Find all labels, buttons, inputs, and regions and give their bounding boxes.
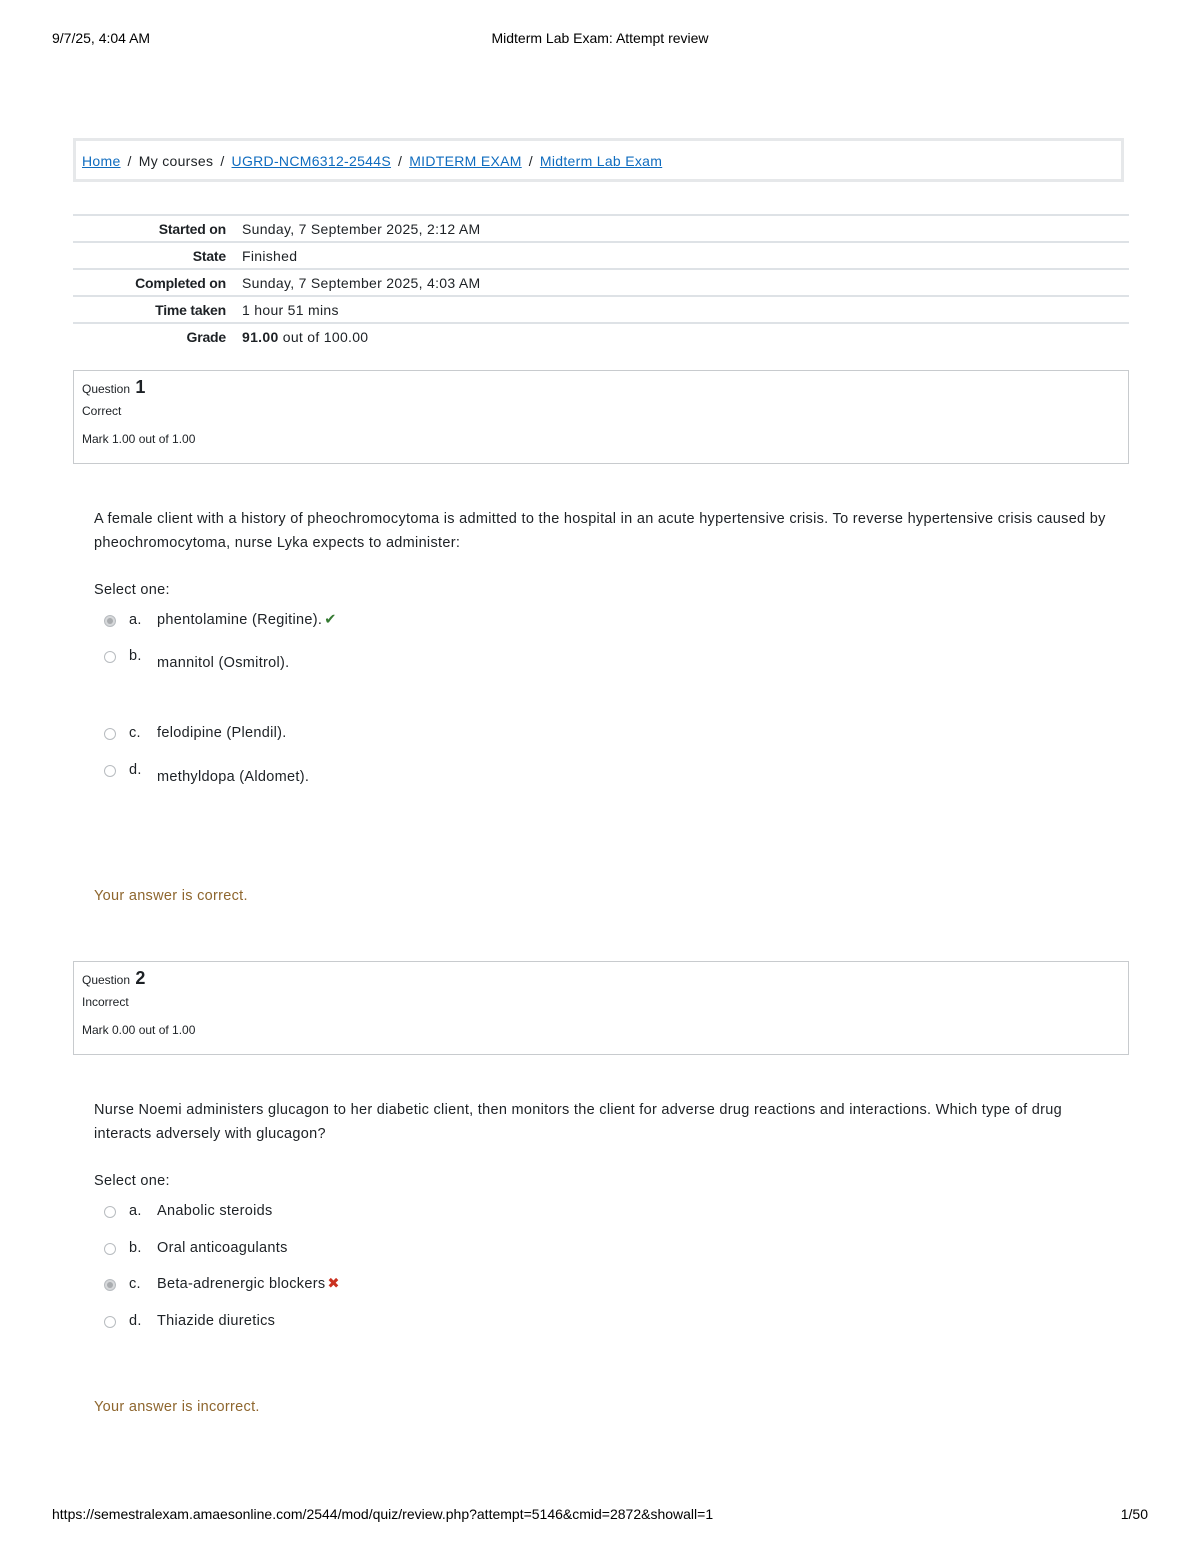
summary-row-completed: [73, 269, 1129, 296]
option-text: phentolamine (Regitine). ✔: [157, 612, 337, 628]
question-mark: Mark 1.00 out of 1.00: [82, 432, 196, 446]
grade-total: out of 100.00: [282, 329, 369, 345]
breadcrumb-section-link[interactable]: MIDTERM EXAM: [409, 153, 522, 169]
option-text: Beta-adrenergic blockers ✖: [157, 1276, 340, 1292]
option-letter: d.: [129, 1313, 142, 1329]
option-text: mannitol (Osmitrol).: [157, 655, 290, 671]
option-text: felodipine (Plendil).: [157, 725, 287, 741]
breadcrumb-separator: /: [127, 153, 132, 169]
question-info-2: [73, 961, 1129, 1055]
radio-button[interactable]: [104, 728, 116, 740]
question-number-value: 1: [135, 377, 146, 397]
select-one-prompt: Select one:: [94, 582, 170, 598]
question-number: [82, 377, 1128, 398]
question-feedback-2: Your answer is incorrect.: [94, 1399, 260, 1415]
radio-button[interactable]: [104, 1206, 116, 1218]
summary-row-started: [73, 215, 1129, 242]
question-state: Incorrect: [82, 995, 129, 1009]
state-label: State: [73, 242, 242, 269]
state-value: Finished: [242, 242, 1129, 269]
select-one-prompt: Select one:: [94, 1173, 170, 1189]
breadcrumb: [73, 138, 1124, 182]
time-taken-label: Time taken: [73, 296, 242, 323]
completed-value: Sunday, 7 September 2025, 4:03 AM: [242, 269, 1129, 296]
option-letter: c.: [129, 725, 141, 741]
summary-row-state: [73, 242, 1129, 269]
grade-label: Grade: [73, 323, 242, 350]
option-letter: b.: [129, 1240, 142, 1256]
started-value: Sunday, 7 September 2025, 2:12 AM: [242, 215, 1129, 242]
started-label: Started on: [73, 215, 242, 242]
correct-check-icon: ✔: [324, 612, 337, 628]
breadcrumb-separator: /: [220, 153, 225, 169]
print-header: [52, 30, 1148, 50]
question-number-value: 2: [135, 968, 146, 988]
breadcrumb-course-link[interactable]: UGRD-NCM6312-2544S: [231, 153, 391, 169]
option-letter: a.: [129, 1203, 142, 1219]
print-footer: [52, 1506, 1148, 1526]
option-letter: d.: [129, 762, 142, 778]
radio-button[interactable]: [104, 1243, 116, 1255]
attempt-summary-table: [73, 214, 1129, 350]
radio-button-selected[interactable]: [104, 1279, 116, 1291]
option-text: Anabolic steroids: [157, 1203, 273, 1219]
question-mark: Mark 0.00 out of 1.00: [82, 1023, 196, 1037]
breadcrumb-quiz-link[interactable]: Midterm Lab Exam: [539, 153, 663, 169]
question-state: Correct: [82, 404, 122, 418]
question-feedback-1: Your answer is correct.: [94, 888, 248, 904]
question-label: Question: [82, 382, 131, 396]
print-url: https://semestralexam.amaesonline.com/2544/mod/quiz/review.php?attempt=5146&cmid=2872&showall=1: [52, 1506, 714, 1522]
breadcrumb-separator: /: [528, 153, 533, 169]
print-title: Midterm Lab Exam: Attempt review: [491, 30, 709, 46]
option-letter: b.: [129, 648, 142, 664]
question-info-1: [73, 370, 1129, 464]
grade-score: 91.00: [242, 329, 279, 345]
time-taken-value: 1 hour 51 mins: [242, 296, 1129, 323]
radio-button[interactable]: [104, 651, 116, 663]
page-number: 1/50: [1120, 1506, 1148, 1522]
breadcrumb-home-link[interactable]: Home: [82, 153, 121, 169]
question-number: [82, 968, 1128, 989]
radio-button[interactable]: [104, 765, 116, 777]
question-label: Question: [82, 973, 131, 987]
radio-button-selected[interactable]: [104, 615, 116, 627]
print-date: 9/7/25, 4:04 AM: [52, 30, 151, 46]
completed-label: Completed on: [73, 269, 242, 296]
option-text: methyldopa (Aldomet).: [157, 769, 310, 785]
question-text-2: Nurse Noemi administers glucagon to her diabetic client, then monitors the client for adverse drug reactions and interactions. Which type of drug interacts adversely with glucagon?: [94, 1102, 1062, 1142]
radio-button[interactable]: [104, 1316, 116, 1328]
incorrect-cross-icon: ✖: [327, 1276, 340, 1292]
breadcrumb-separator: /: [398, 153, 403, 169]
grade-value: [242, 323, 1129, 350]
option-text: Oral anticoagulants: [157, 1240, 288, 1256]
option-letter: c.: [129, 1276, 141, 1292]
summary-row-time: [73, 296, 1129, 323]
question-text-1: A female client with a history of pheochromocytoma is admitted to the hospital in an acute hypertensive crisis. To reverse hypertensive crisis caused by pheochromocytoma, nurse Lyka expects to administer:: [94, 511, 1106, 551]
option-text: Thiazide diuretics: [157, 1313, 276, 1329]
breadcrumb-my-courses: My courses: [138, 153, 214, 169]
option-letter: a.: [129, 612, 142, 628]
summary-row-grade: [73, 323, 1129, 350]
